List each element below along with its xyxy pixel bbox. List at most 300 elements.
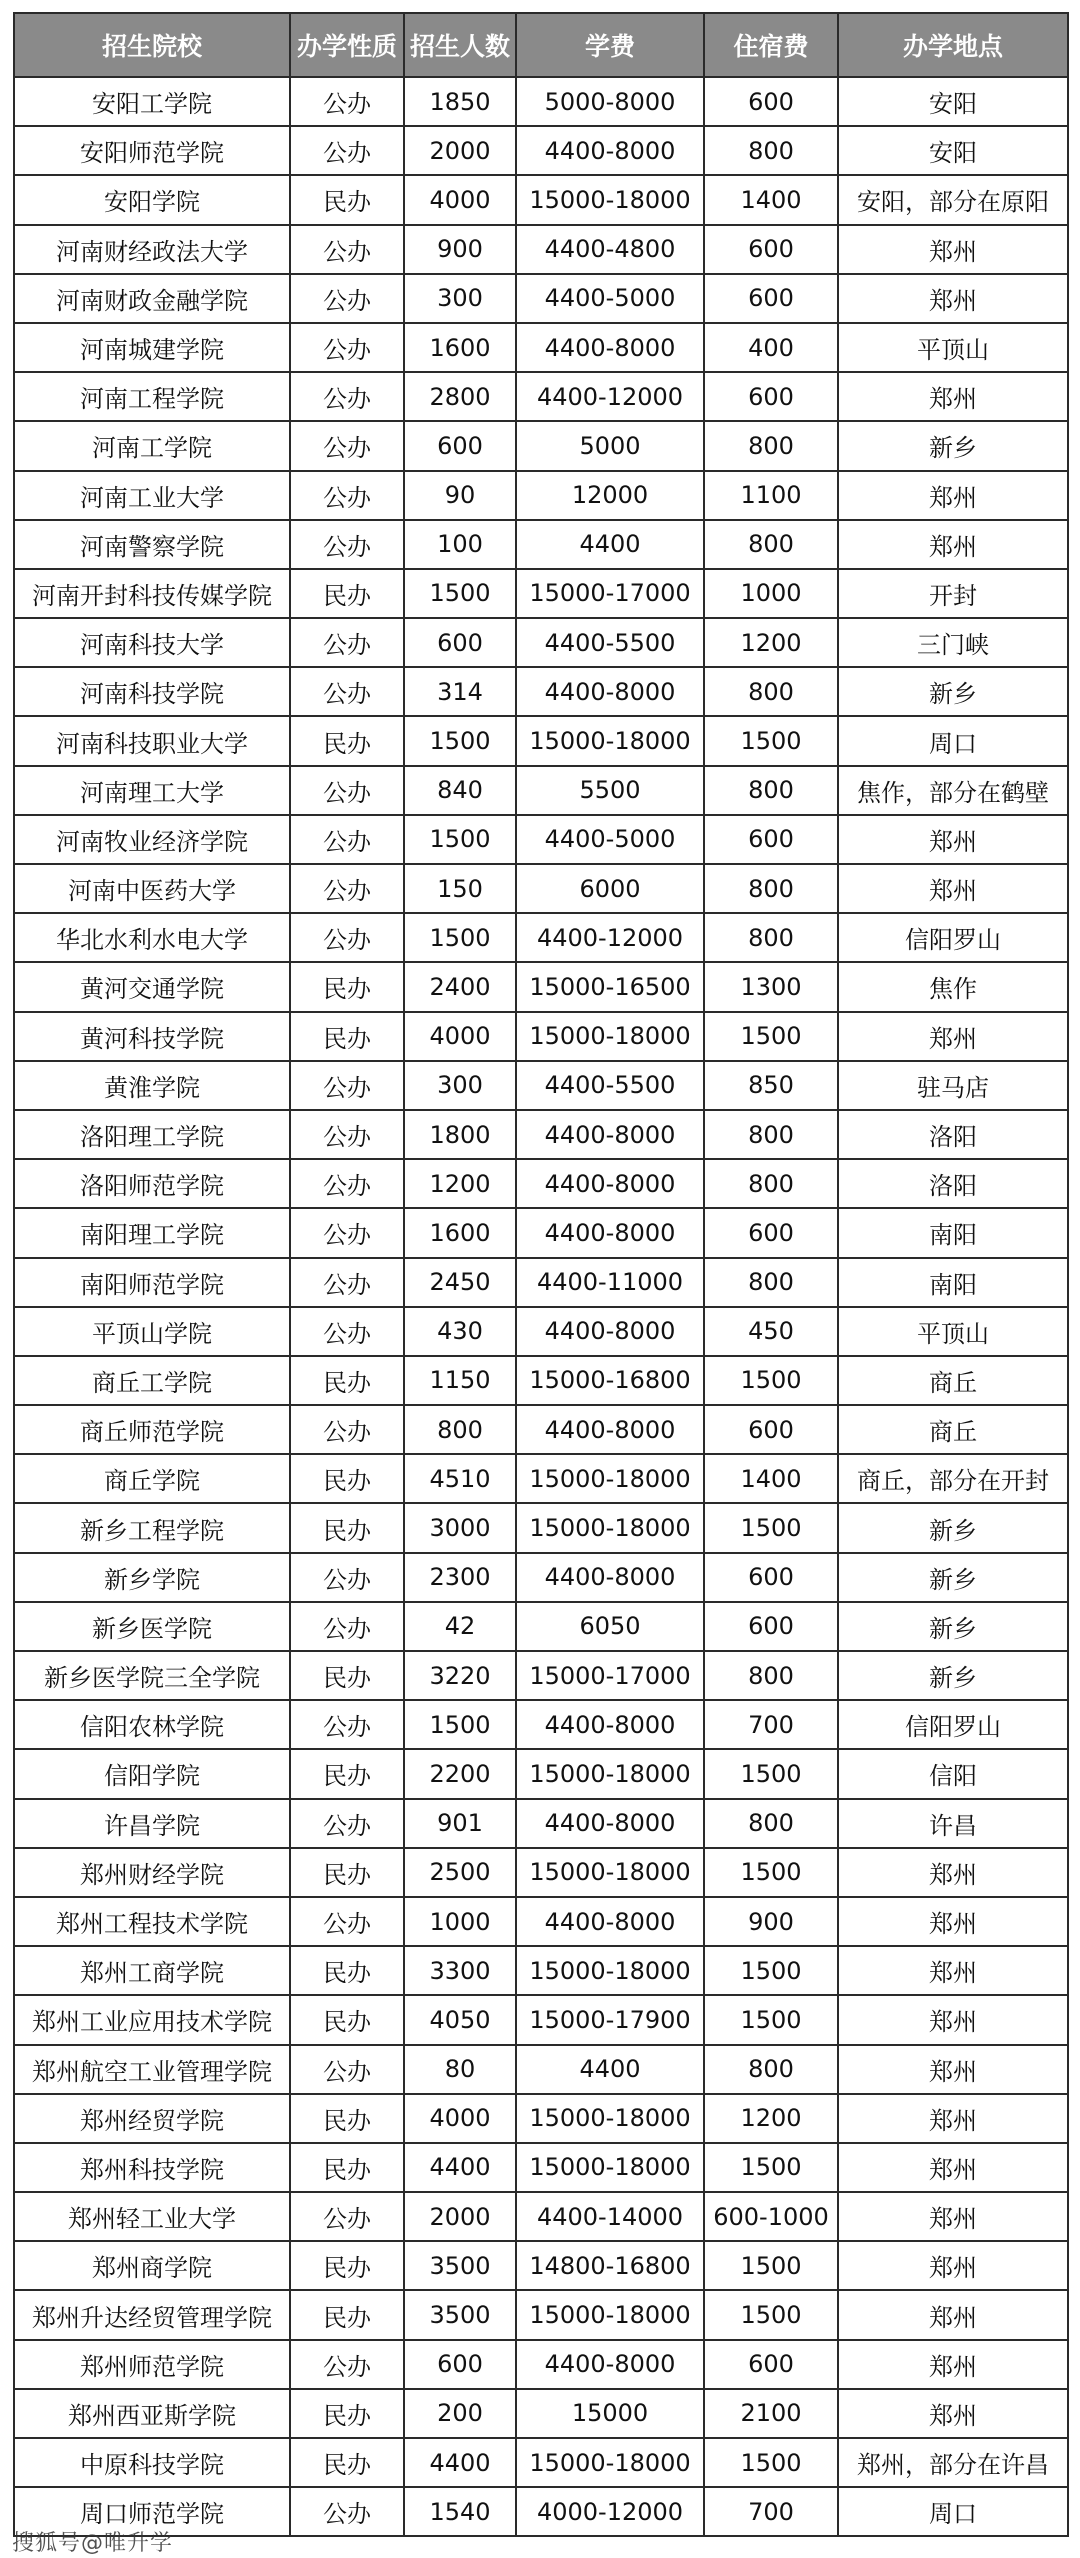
table-row — [14, 1159, 1068, 1208]
cell-location: 郑州 — [838, 1995, 1068, 2044]
cell-school: 郑州轻工业大学 — [14, 2192, 290, 2241]
column-header-enrollment: 招生人数 — [404, 13, 516, 77]
cell-school: 许昌学院 — [14, 1799, 290, 1848]
cell-school: 安阳学院 — [14, 175, 290, 224]
cell-enrollment: 80 — [404, 2045, 516, 2094]
cell-school: 河南工学院 — [14, 421, 290, 470]
cell-type: 公办 — [290, 815, 404, 864]
table-row — [14, 175, 1068, 224]
cell-type: 民办 — [290, 716, 404, 765]
cell-school: 周口师范学院 — [14, 2487, 290, 2536]
cell-tuition: 4400-8000 — [516, 1897, 704, 1946]
cell-location: 许昌 — [838, 1799, 1068, 1848]
cell-lodging: 1400 — [704, 1454, 838, 1503]
cell-lodging: 600 — [704, 225, 838, 274]
cell-school: 新乡医学院 — [14, 1602, 290, 1651]
cell-tuition: 15000-18000 — [516, 2290, 704, 2339]
cell-enrollment: 901 — [404, 1799, 516, 1848]
cell-type: 民办 — [290, 1503, 404, 1552]
cell-tuition: 4400-8000 — [516, 1799, 704, 1848]
cell-school: 安阳工学院 — [14, 77, 290, 126]
cell-lodging: 900 — [704, 1897, 838, 1946]
cell-type: 公办 — [290, 225, 404, 274]
cell-lodging: 600 — [704, 815, 838, 864]
cell-tuition: 4400-8000 — [516, 1553, 704, 1602]
cell-school: 河南工程学院 — [14, 372, 290, 421]
cell-tuition: 4400-8000 — [516, 1159, 704, 1208]
table-row — [14, 1848, 1068, 1897]
cell-type: 民办 — [290, 2438, 404, 2487]
cell-lodging: 1500 — [704, 716, 838, 765]
cell-lodging: 850 — [704, 1061, 838, 1110]
table-row — [14, 1553, 1068, 1602]
cell-enrollment: 1600 — [404, 1208, 516, 1257]
cell-enrollment: 2300 — [404, 1553, 516, 1602]
cell-type: 公办 — [290, 471, 404, 520]
cell-enrollment: 4400 — [404, 2143, 516, 2192]
cell-tuition: 15000-17000 — [516, 569, 704, 618]
cell-location: 郑州 — [838, 372, 1068, 421]
cell-lodging: 600 — [704, 1208, 838, 1257]
cell-tuition: 5000 — [516, 421, 704, 470]
cell-lodging: 1500 — [704, 1749, 838, 1798]
cell-enrollment: 2000 — [404, 126, 516, 175]
cell-school: 郑州航空工业管理学院 — [14, 2045, 290, 2094]
cell-tuition: 15000-18000 — [516, 2438, 704, 2487]
cell-type: 民办 — [290, 1012, 404, 1061]
cell-school: 河南牧业经济学院 — [14, 815, 290, 864]
table-row — [14, 2143, 1068, 2192]
table-row — [14, 1799, 1068, 1848]
cell-location: 郑州 — [838, 1897, 1068, 1946]
cell-lodging: 600-1000 — [704, 2192, 838, 2241]
cell-school: 商丘师范学院 — [14, 1405, 290, 1454]
cell-type: 公办 — [290, 667, 404, 716]
table-row — [14, 1602, 1068, 1651]
cell-tuition: 15000-18000 — [516, 1503, 704, 1552]
cell-enrollment: 900 — [404, 225, 516, 274]
cell-tuition: 4400-12000 — [516, 372, 704, 421]
cell-school: 新乡工程学院 — [14, 1503, 290, 1552]
cell-lodging: 600 — [704, 77, 838, 126]
cell-enrollment: 2200 — [404, 1749, 516, 1798]
cell-school: 河南警察学院 — [14, 520, 290, 569]
cell-location: 郑州 — [838, 1848, 1068, 1897]
cell-tuition: 4400-5000 — [516, 274, 704, 323]
table-row — [14, 1503, 1068, 1552]
cell-lodging: 800 — [704, 421, 838, 470]
table-row — [14, 471, 1068, 520]
cell-school: 新乡医学院三全学院 — [14, 1651, 290, 1700]
cell-enrollment: 100 — [404, 520, 516, 569]
cell-enrollment: 4000 — [404, 2094, 516, 2143]
cell-location: 郑州 — [838, 2143, 1068, 2192]
cell-tuition: 4400-8000 — [516, 1110, 704, 1159]
cell-location: 郑州 — [838, 864, 1068, 913]
cell-type: 公办 — [290, 2045, 404, 2094]
table-row — [14, 77, 1068, 126]
cell-location: 新乡 — [838, 1651, 1068, 1700]
cell-enrollment: 1800 — [404, 1110, 516, 1159]
cell-school: 郑州财经学院 — [14, 1848, 290, 1897]
cell-tuition: 6050 — [516, 1602, 704, 1651]
cell-type: 民办 — [290, 1356, 404, 1405]
cell-type: 公办 — [290, 1307, 404, 1356]
cell-type: 民办 — [290, 2389, 404, 2438]
cell-enrollment: 2800 — [404, 372, 516, 421]
cell-tuition: 15000-16500 — [516, 962, 704, 1011]
cell-enrollment: 4000 — [404, 175, 516, 224]
table-header-row — [14, 13, 1068, 77]
cell-location: 信阳罗山 — [838, 913, 1068, 962]
cell-lodging: 800 — [704, 2045, 838, 2094]
cell-school: 郑州师范学院 — [14, 2340, 290, 2389]
cell-type: 民办 — [290, 2143, 404, 2192]
cell-tuition: 4400-8000 — [516, 1405, 704, 1454]
cell-tuition: 15000-17900 — [516, 1995, 704, 2044]
cell-location: 郑州 — [838, 2241, 1068, 2290]
cell-location: 郑州 — [838, 2045, 1068, 2094]
table-row — [14, 618, 1068, 667]
cell-location: 南阳 — [838, 1208, 1068, 1257]
table-row — [14, 1454, 1068, 1503]
cell-location: 安阳 — [838, 126, 1068, 175]
cell-type: 公办 — [290, 1405, 404, 1454]
cell-lodging: 1500 — [704, 1946, 838, 1995]
cell-location: 新乡 — [838, 1503, 1068, 1552]
cell-location: 新乡 — [838, 421, 1068, 470]
cell-school: 新乡学院 — [14, 1553, 290, 1602]
cell-tuition: 4400-8000 — [516, 2340, 704, 2389]
cell-enrollment: 150 — [404, 864, 516, 913]
table-row — [14, 1651, 1068, 1700]
cell-school: 河南科技学院 — [14, 667, 290, 716]
table-row — [14, 1946, 1068, 1995]
cell-lodging: 800 — [704, 766, 838, 815]
column-header-school: 招生院校 — [14, 13, 290, 77]
cell-location: 周口 — [838, 2487, 1068, 2536]
cell-type: 公办 — [290, 1602, 404, 1651]
cell-enrollment: 90 — [404, 471, 516, 520]
table-row — [14, 1995, 1068, 2044]
cell-type: 民办 — [290, 962, 404, 1011]
table-row — [14, 1749, 1068, 1798]
cell-location: 郑州 — [838, 815, 1068, 864]
cell-enrollment: 3300 — [404, 1946, 516, 1995]
table-row — [14, 569, 1068, 618]
cell-tuition: 4400-8000 — [516, 126, 704, 175]
table-row — [14, 323, 1068, 372]
cell-tuition: 4400-8000 — [516, 667, 704, 716]
cell-tuition: 4400-11000 — [516, 1258, 704, 1307]
table-row — [14, 2192, 1068, 2241]
cell-location: 安阳，部分在原阳 — [838, 175, 1068, 224]
cell-type: 民办 — [290, 175, 404, 224]
cell-tuition: 4000-12000 — [516, 2487, 704, 2536]
table-row — [14, 1356, 1068, 1405]
watermark-text: 搜狐号@唯升学 — [12, 2531, 174, 2556]
table-row — [14, 667, 1068, 716]
cell-enrollment: 600 — [404, 2340, 516, 2389]
cell-location: 开封 — [838, 569, 1068, 618]
cell-type: 公办 — [290, 766, 404, 815]
cell-enrollment: 2400 — [404, 962, 516, 1011]
cell-type: 民办 — [290, 2241, 404, 2290]
cell-lodging: 600 — [704, 2340, 838, 2389]
table-row — [14, 1307, 1068, 1356]
cell-enrollment: 800 — [404, 1405, 516, 1454]
cell-tuition: 15000-16800 — [516, 1356, 704, 1405]
cell-location: 商丘 — [838, 1356, 1068, 1405]
table-row — [14, 962, 1068, 1011]
cell-type: 公办 — [290, 2192, 404, 2241]
cell-location: 郑州 — [838, 520, 1068, 569]
cell-tuition: 4400-8000 — [516, 1700, 704, 1749]
cell-type: 公办 — [290, 1897, 404, 1946]
cell-type: 公办 — [290, 520, 404, 569]
cell-enrollment: 200 — [404, 2389, 516, 2438]
cell-lodging: 800 — [704, 864, 838, 913]
cell-lodging: 1200 — [704, 2094, 838, 2143]
cell-tuition: 15000-18000 — [516, 2143, 704, 2192]
cell-lodging: 1500 — [704, 1503, 838, 1552]
table-row — [14, 1405, 1068, 1454]
cell-tuition: 15000-18000 — [516, 1012, 704, 1061]
cell-enrollment: 1200 — [404, 1159, 516, 1208]
cell-enrollment: 2450 — [404, 1258, 516, 1307]
table-row — [14, 1208, 1068, 1257]
cell-school: 郑州科技学院 — [14, 2143, 290, 2192]
cell-type: 公办 — [290, 913, 404, 962]
cell-type: 公办 — [290, 864, 404, 913]
cell-type: 公办 — [290, 1258, 404, 1307]
cell-type: 公办 — [290, 1553, 404, 1602]
cell-lodging: 1500 — [704, 2143, 838, 2192]
table-row — [14, 421, 1068, 470]
cell-type: 民办 — [290, 1651, 404, 1700]
cell-school: 河南财经政法大学 — [14, 225, 290, 274]
cell-type: 公办 — [290, 126, 404, 175]
table-row — [14, 716, 1068, 765]
table-body — [14, 77, 1068, 2536]
cell-type: 公办 — [290, 274, 404, 323]
cell-lodging: 1500 — [704, 1012, 838, 1061]
cell-location: 三门峡 — [838, 618, 1068, 667]
cell-tuition: 4400-5500 — [516, 1061, 704, 1110]
cell-tuition: 14800-16800 — [516, 2241, 704, 2290]
cell-school: 河南科技职业大学 — [14, 716, 290, 765]
cell-school: 洛阳师范学院 — [14, 1159, 290, 1208]
cell-tuition: 15000-17000 — [516, 1651, 704, 1700]
cell-tuition: 4400-5000 — [516, 815, 704, 864]
cell-type: 公办 — [290, 77, 404, 126]
cell-lodging: 600 — [704, 1405, 838, 1454]
table-row — [14, 1700, 1068, 1749]
cell-location: 驻马店 — [838, 1061, 1068, 1110]
cell-type: 民办 — [290, 1995, 404, 2044]
table-row — [14, 520, 1068, 569]
table-row — [14, 2094, 1068, 2143]
cell-type: 公办 — [290, 421, 404, 470]
cell-school: 河南财政金融学院 — [14, 274, 290, 323]
cell-lodging: 1500 — [704, 1848, 838, 1897]
cell-lodging: 700 — [704, 2487, 838, 2536]
cell-enrollment: 3500 — [404, 2290, 516, 2339]
cell-location: 郑州，部分在许昌 — [838, 2438, 1068, 2487]
cell-lodging: 1400 — [704, 175, 838, 224]
cell-enrollment: 1000 — [404, 1897, 516, 1946]
cell-school: 河南工业大学 — [14, 471, 290, 520]
cell-type: 公办 — [290, 2340, 404, 2389]
cell-tuition: 4400-8000 — [516, 323, 704, 372]
cell-location: 新乡 — [838, 1553, 1068, 1602]
cell-type: 民办 — [290, 1454, 404, 1503]
cell-school: 郑州工业应用技术学院 — [14, 1995, 290, 2044]
cell-tuition: 15000-18000 — [516, 1454, 704, 1503]
cell-location: 周口 — [838, 716, 1068, 765]
table-row — [14, 1061, 1068, 1110]
cell-lodging: 1000 — [704, 569, 838, 618]
cell-tuition: 12000 — [516, 471, 704, 520]
cell-enrollment: 1540 — [404, 2487, 516, 2536]
table-row — [14, 126, 1068, 175]
cell-tuition: 5000-8000 — [516, 77, 704, 126]
cell-type: 公办 — [290, 1110, 404, 1159]
cell-enrollment: 1150 — [404, 1356, 516, 1405]
table-row — [14, 1897, 1068, 1946]
cell-enrollment: 430 — [404, 1307, 516, 1356]
cell-school: 郑州升达经贸管理学院 — [14, 2290, 290, 2339]
cell-location: 郑州 — [838, 2094, 1068, 2143]
cell-location: 郑州 — [838, 2340, 1068, 2389]
cell-lodging: 1500 — [704, 2290, 838, 2339]
cell-location: 商丘，部分在开封 — [838, 1454, 1068, 1503]
cell-enrollment: 4000 — [404, 1012, 516, 1061]
cell-lodging: 1500 — [704, 2438, 838, 2487]
cell-location: 郑州 — [838, 2389, 1068, 2438]
cell-type: 民办 — [290, 569, 404, 618]
cell-lodging: 800 — [704, 1258, 838, 1307]
cell-school: 郑州经贸学院 — [14, 2094, 290, 2143]
cell-tuition: 15000-18000 — [516, 1946, 704, 1995]
cell-enrollment: 600 — [404, 421, 516, 470]
table-row — [14, 2241, 1068, 2290]
cell-location: 新乡 — [838, 1602, 1068, 1651]
cell-type: 民办 — [290, 2094, 404, 2143]
cell-tuition: 4400-14000 — [516, 2192, 704, 2241]
cell-tuition: 6000 — [516, 864, 704, 913]
cell-school: 南阳理工学院 — [14, 1208, 290, 1257]
cell-school: 黄河交通学院 — [14, 962, 290, 1011]
cell-tuition: 4400-12000 — [516, 913, 704, 962]
cell-school: 商丘学院 — [14, 1454, 290, 1503]
cell-lodging: 600 — [704, 372, 838, 421]
cell-location: 平顶山 — [838, 323, 1068, 372]
cell-type: 公办 — [290, 1799, 404, 1848]
cell-enrollment: 2500 — [404, 1848, 516, 1897]
cell-type: 民办 — [290, 1749, 404, 1798]
cell-enrollment: 300 — [404, 1061, 516, 1110]
cell-school: 河南中医药大学 — [14, 864, 290, 913]
cell-location: 郑州 — [838, 2290, 1068, 2339]
cell-enrollment: 2000 — [404, 2192, 516, 2241]
cell-enrollment: 600 — [404, 618, 516, 667]
cell-location: 郑州 — [838, 1012, 1068, 1061]
cell-lodging: 1500 — [704, 1356, 838, 1405]
column-header-tuition: 学费 — [516, 13, 704, 77]
cell-tuition: 15000 — [516, 2389, 704, 2438]
cell-location: 郑州 — [838, 225, 1068, 274]
cell-school: 安阳师范学院 — [14, 126, 290, 175]
cell-location: 安阳 — [838, 77, 1068, 126]
cell-school: 郑州工程技术学院 — [14, 1897, 290, 1946]
cell-school: 郑州工商学院 — [14, 1946, 290, 1995]
cell-type: 公办 — [290, 1061, 404, 1110]
cell-location: 焦作 — [838, 962, 1068, 1011]
cell-location: 洛阳 — [838, 1110, 1068, 1159]
cell-school: 郑州商学院 — [14, 2241, 290, 2290]
cell-lodging: 1100 — [704, 471, 838, 520]
cell-lodging: 1500 — [704, 2241, 838, 2290]
cell-lodging: 600 — [704, 274, 838, 323]
cell-tuition: 4400-4800 — [516, 225, 704, 274]
cell-school: 河南理工大学 — [14, 766, 290, 815]
cell-location: 商丘 — [838, 1405, 1068, 1454]
cell-type: 公办 — [290, 1208, 404, 1257]
table-row — [14, 1110, 1068, 1159]
cell-tuition: 4400 — [516, 520, 704, 569]
cell-lodging: 800 — [704, 126, 838, 175]
cell-tuition: 5500 — [516, 766, 704, 815]
cell-tuition: 15000-18000 — [516, 175, 704, 224]
table-row — [14, 766, 1068, 815]
cell-tuition: 15000-18000 — [516, 1848, 704, 1897]
admission-table-container — [13, 12, 1067, 2537]
cell-tuition: 4400-8000 — [516, 1208, 704, 1257]
cell-tuition: 15000-18000 — [516, 716, 704, 765]
column-header-type: 办学性质 — [290, 13, 404, 77]
cell-lodging: 800 — [704, 1110, 838, 1159]
table-row — [14, 2438, 1068, 2487]
cell-enrollment: 4510 — [404, 1454, 516, 1503]
cell-type: 民办 — [290, 1946, 404, 1995]
cell-lodging: 1500 — [704, 1995, 838, 2044]
cell-type: 公办 — [290, 618, 404, 667]
table-row — [14, 864, 1068, 913]
table-row — [14, 1012, 1068, 1061]
cell-enrollment: 1600 — [404, 323, 516, 372]
cell-enrollment: 3220 — [404, 1651, 516, 1700]
cell-tuition: 4400-8000 — [516, 1307, 704, 1356]
cell-tuition: 15000-18000 — [516, 1749, 704, 1798]
table-row — [14, 913, 1068, 962]
cell-enrollment: 1500 — [404, 913, 516, 962]
cell-enrollment: 1500 — [404, 716, 516, 765]
table-row — [14, 2389, 1068, 2438]
cell-enrollment: 840 — [404, 766, 516, 815]
cell-location: 平顶山 — [838, 1307, 1068, 1356]
table-row — [14, 2290, 1068, 2339]
cell-school: 黄淮学院 — [14, 1061, 290, 1110]
cell-tuition: 4400-5500 — [516, 618, 704, 667]
cell-lodging: 800 — [704, 1651, 838, 1700]
cell-enrollment: 42 — [404, 1602, 516, 1651]
cell-lodging: 1200 — [704, 618, 838, 667]
column-header-lodging: 住宿费 — [704, 13, 838, 77]
cell-location: 洛阳 — [838, 1159, 1068, 1208]
cell-location: 郑州 — [838, 274, 1068, 323]
cell-enrollment: 1500 — [404, 815, 516, 864]
